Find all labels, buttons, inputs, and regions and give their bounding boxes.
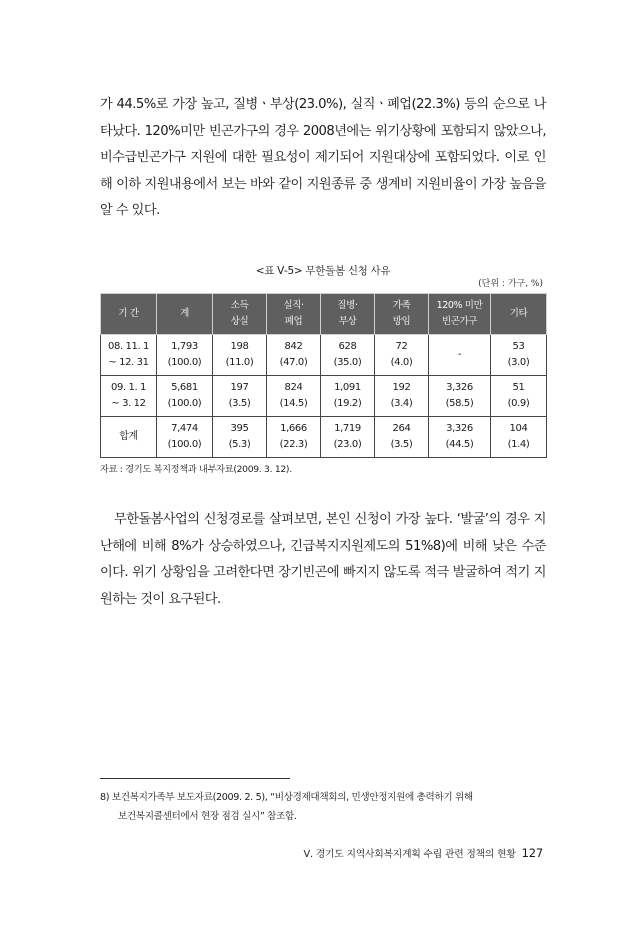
table-row bbox=[101, 376, 547, 417]
table-source: 자료 : 경기도 복지정책과 내부자료(2009. 3. 12). bbox=[100, 464, 292, 475]
table-cell: 5,681 (100.0) bbox=[157, 376, 213, 417]
footnote-line-2: 보건복지콜센터에서 현장 점검 실시” 참조함. bbox=[118, 811, 297, 822]
table-cell: 104 (1.4) bbox=[491, 417, 547, 458]
table-cell: 1,793 (100.0) bbox=[157, 335, 213, 376]
header-unemployment: 실직· 폐업 bbox=[267, 294, 321, 335]
table-cell: 51 (0.9) bbox=[491, 376, 547, 417]
body-paragraph-2: 무한돌봄사업의 신청경로를 살펴보면, 본인 신청이 가장 높다. ‘발굴’의 경우 지난해에 비해 8%가 상승하였으나, 긴급복지지원제도의 51%8)에 비해 낮은 수준이다. 위기 상황임을 고려한다면 장기빈곤에 빠지지 않도록 적극 발굴하여 적기 지원하는 것이 요구된다. bbox=[100, 512, 546, 607]
application-reason-table bbox=[100, 293, 547, 458]
row-period: 합계 bbox=[101, 417, 157, 458]
footnote bbox=[100, 788, 546, 826]
table-title: <표 Ⅴ-5> 무한돌봄 신청 사유 bbox=[255, 265, 391, 277]
table-cell: 395 (5.3) bbox=[213, 417, 267, 458]
body-paragraph-1: 가 44.5%로 가장 높고, 질병ㆍ부상(23.0%), 실직ㆍ폐업(22.3%) 등의 순으로 나타났다. 120%미만 빈곤가구의 경우 2008년에는 위기상황에 포함되지 않았으나, 비수급빈곤가구 지원에 대한 필요성이 제기되어 지원대상에 포함되었다. 이로 인해 이하 지원내용에서 보는 바와 같이 지원종류 중 생계비 지원비율이 가장 높음을 알 수 있다. bbox=[100, 97, 546, 218]
table-cell: 628 (35.0) bbox=[321, 335, 375, 376]
table-cell: 3,326 (58.5) bbox=[429, 376, 491, 417]
table-cell: 264 (3.5) bbox=[375, 417, 429, 458]
table-cell: 1,666 (22.3) bbox=[267, 417, 321, 458]
chapter-title: Ⅴ. 경기도 지역사회복지계획 수립 관련 정책의 현황 bbox=[303, 849, 516, 860]
table-cell: 3,326 (44.5) bbox=[429, 417, 491, 458]
table-cell: 197 (3.5) bbox=[213, 376, 267, 417]
table-cell: 72 (4.0) bbox=[375, 335, 429, 376]
table-row-total bbox=[101, 417, 547, 458]
header-total: 계 bbox=[157, 294, 213, 335]
header-other: 기타 bbox=[491, 294, 547, 335]
page-number: 127 bbox=[521, 846, 543, 860]
header-period: 기 간 bbox=[101, 294, 157, 335]
header-illness: 질병· 부상 bbox=[321, 294, 375, 335]
table-cell: 7,474 (100.0) bbox=[157, 417, 213, 458]
table-row bbox=[101, 335, 547, 376]
table-cell: 1,719 (23.0) bbox=[321, 417, 375, 458]
table-cell: 53 (3.0) bbox=[491, 335, 547, 376]
table-cell: 1,091 (19.2) bbox=[321, 376, 375, 417]
table-unit: (단위 : 가구, %) bbox=[478, 279, 543, 289]
header-neglect: 가족 방임 bbox=[375, 294, 429, 335]
header-poverty: 120% 미만 빈곤가구 bbox=[429, 294, 491, 335]
row-period: 08. 11. 1 ~ 12. 31 bbox=[101, 335, 157, 376]
footnote-line-1: 8) 보건복지가족부 보도자료(2009. 2. 5), “비상경제대책회의, 민생안정지원에 총력하기 위해 bbox=[100, 792, 473, 803]
table-cell: - bbox=[429, 335, 491, 376]
row-period: 09. 1. 1 ~ 3. 12 bbox=[101, 376, 157, 417]
table-header-row bbox=[101, 294, 547, 335]
table-cell: 824 (14.5) bbox=[267, 376, 321, 417]
footnote-divider bbox=[100, 778, 290, 779]
table-cell: 198 (11.0) bbox=[213, 335, 267, 376]
running-footer bbox=[303, 846, 543, 860]
table-cell: 192 (3.4) bbox=[375, 376, 429, 417]
table-cell: 842 (47.0) bbox=[267, 335, 321, 376]
header-income-loss: 소득 상실 bbox=[213, 294, 267, 335]
